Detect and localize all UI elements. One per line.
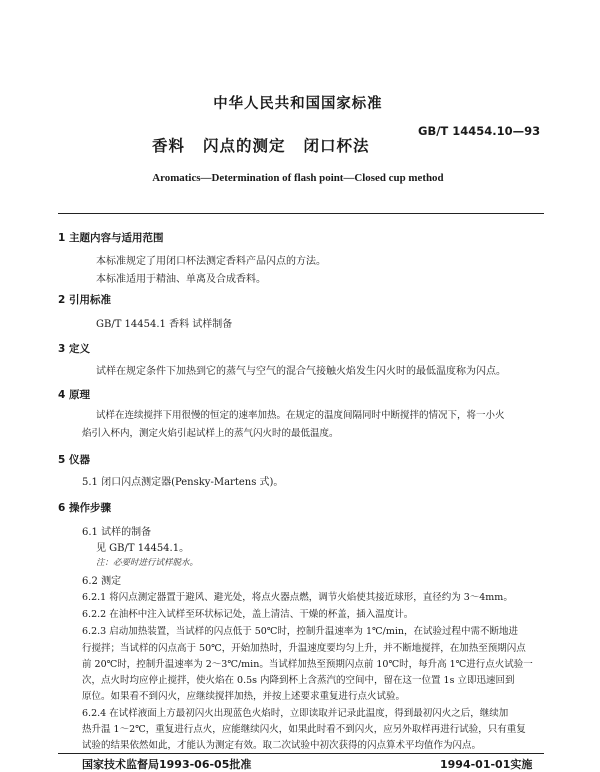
section-6-2-4-line-1: 6.2.4 在试样液面上方最初闪火出现蓝色火焰时，立即读取并记录此温度，得到最初闪火之后，继续加 [82, 708, 509, 719]
section-6-2-3-line-4: 次，点火时均应停止搅拌，使火焰在 0.5s 内降到杯上含蒸汽的空间中，留在这一位置 1s 立即迅速回到 [82, 675, 515, 686]
standard-category-title: 中华人民共和国国家标准 [213, 96, 383, 112]
header-divider [58, 213, 544, 214]
section-6-heading: 6 操作步骤 [58, 502, 111, 514]
section-1-heading: 1 主题内容与适用范围 [58, 232, 164, 244]
section-6-1-text: 见 GB/T 14454.1。 [96, 543, 190, 554]
section-5-item-1: 5.1 闭口闪点测定器(Pensky-Martens 式)。 [82, 477, 284, 488]
section-5-heading: 5 仪器 [58, 454, 90, 466]
approval-date: 国家技术监督局1993-06-05批准 [82, 758, 252, 771]
title-part-1: 香料 [152, 137, 186, 155]
section-6-2-heading: 6.2 测定 [82, 576, 122, 587]
title-part-3: 闭口杯法 [303, 137, 370, 155]
section-4-line-2: 焰引入杯内，测定火焰引起试样上的蒸气闪火时的最低温度。 [82, 428, 339, 439]
section-1-paragraph-2: 本标准适用于精油、单离及合成香料。 [96, 274, 266, 285]
section-6-2-3-line-3: 前 20℃时，控制升温速率为 2～3℃/min。当试样加热至预期闪点前 10℃时，每升高 1℃进行点火试验一 [82, 659, 533, 670]
section-6-2-4-line-3: 试验的结果依然如此，才能认为测定有效。取二次试验中初次获得的闪点算术平均值作为闪点。 [82, 740, 482, 751]
section-6-2-3-line-2: 行搅拌；当试样的闪点高于 50℃，开始加热时，升温速度要均匀上升，并不断地搅拌，在加热至预期闪点 [82, 643, 526, 654]
section-6-2-1: 6.2.1 将闪点测定器置于避风、避光处，将点火器点燃，调节火焰使其接近球形，直径约为 3～4mm。 [82, 592, 513, 603]
section-6-2-3-line-1: 6.2.3 启动加热装置，当试样的闪点低于 50℃时，控制升温速率为 1℃/min，在试验过程中需不断地进 [82, 626, 518, 637]
title-part-2: 闪点的测定 [203, 137, 286, 155]
section-6-1-note: 注：必要时进行试样脱水。 [96, 558, 199, 568]
section-2-heading: 2 引用标准 [58, 294, 111, 306]
section-4-heading: 4 原理 [58, 389, 90, 401]
section-3-heading: 3 定义 [58, 343, 90, 355]
section-6-2-3-line-5: 原位。如果看不到闪火，应继续搅拌加热，并按上述要求重复进行点火试验。 [82, 691, 406, 702]
section-2-reference: GB/T 14454.1 香料 试样制备 [96, 319, 233, 330]
implementation-date: 1994-01-01实施 [440, 758, 533, 771]
section-1-paragraph-1: 本标准规定了用闭口杯法测定香料产品闪点的方法。 [96, 256, 326, 267]
english-title: Aromatics—Determination of flash point—Closed cup method [152, 172, 444, 184]
document-title [152, 134, 370, 156]
section-6-1-heading: 6.1 试样的制备 [82, 527, 152, 538]
footer-divider [58, 753, 544, 754]
section-3-paragraph: 试样在规定条件下加热到它的蒸气与空气的混合气接触火焰发生闪火时的最低温度称为闪点。 [96, 366, 506, 377]
standard-code: GB/T 14454.10—93 [418, 124, 541, 138]
section-6-2-2: 6.2.2 在油杯中注入试样至环状标记处，盖上清洁、干燥的杯盖，插入温度计。 [82, 609, 414, 620]
section-4-line-1: 试样在连续搅拌下用很慢的恒定的速率加热。在规定的温度间隔同时中断搅拌的情况下，将一小火 [96, 410, 505, 421]
section-6-2-4-line-2: 热升温 1～2℃，重复进行点火，应能继续闪火，如果此时看不到闪火，应另外取样再进行试验，只有重复 [82, 724, 526, 735]
